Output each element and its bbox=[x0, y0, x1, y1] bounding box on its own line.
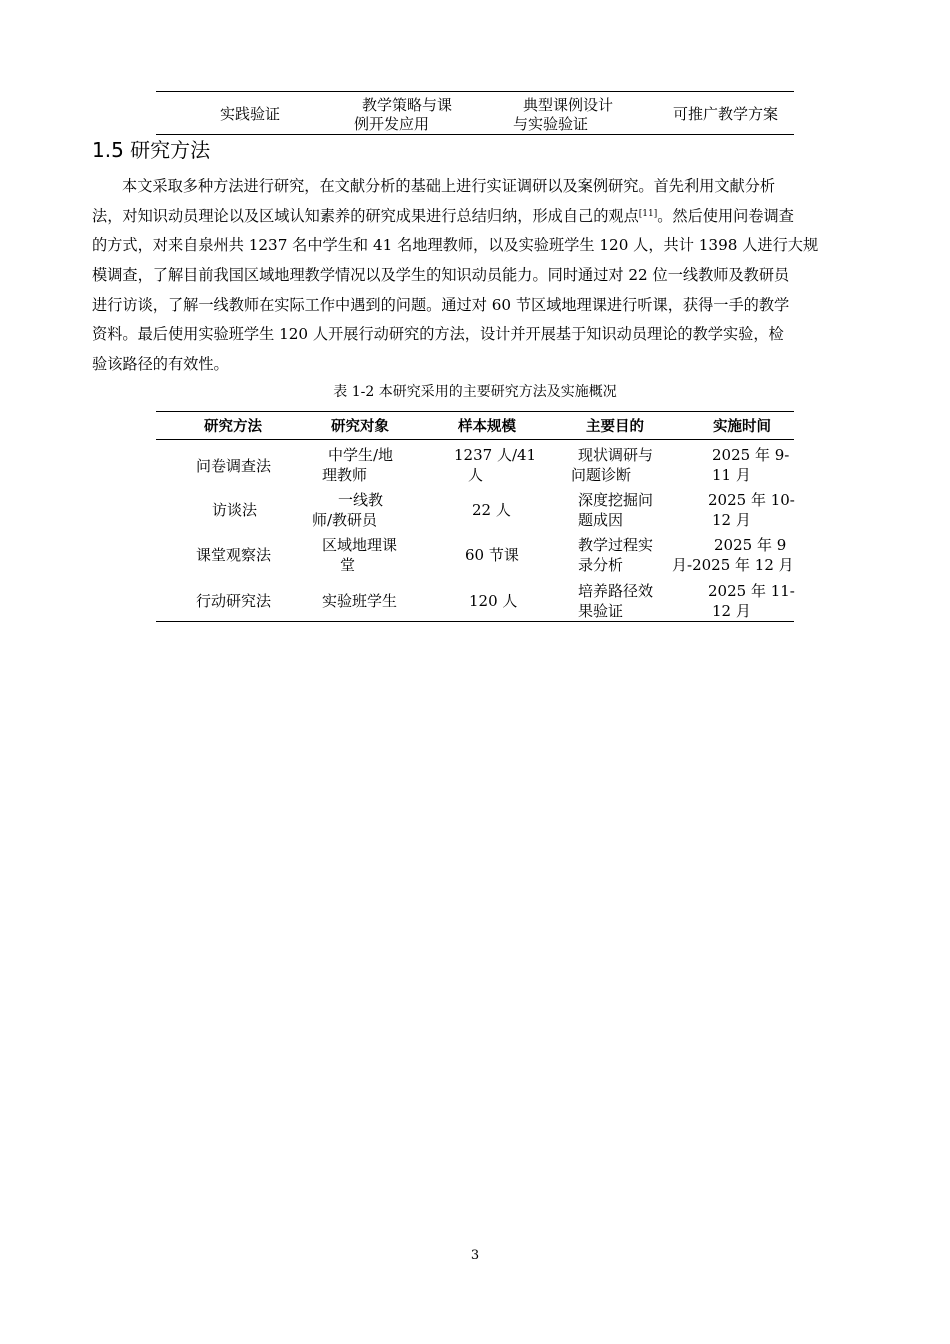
table-cell: 22 人 bbox=[472, 501, 511, 519]
cell-line: 教学策略与课 bbox=[362, 96, 453, 114]
table-cell: 问卷调查法 bbox=[196, 457, 272, 475]
table-cell: 12 月 bbox=[712, 602, 751, 620]
citation-reference: [11] bbox=[638, 208, 658, 219]
paragraph-line: 模调查，了解目前我国区域地理教学情况以及学生的知识动员能力。同时通过对 22 位一线教师及教研员 bbox=[92, 266, 790, 285]
cell-line: 与实验验证 bbox=[513, 115, 589, 133]
table-cell: 深度挖掘问 bbox=[578, 491, 654, 509]
table-cell: 人 bbox=[468, 466, 484, 484]
table-cell bbox=[354, 96, 452, 134]
table-cell bbox=[513, 96, 613, 134]
table-1-1-continuation bbox=[156, 91, 794, 135]
table-cell: 教学过程实 bbox=[578, 536, 654, 554]
paragraph-line: 的方式，对来自泉州共 1237 名中学生和 41 名地理教师，以及实验班学生 120 人，共计 1398 人进行大规 bbox=[92, 236, 819, 255]
paragraph-line: 本文采取多种方法进行研究，在文献分析的基础上进行实证调研以及案例研究。首先利用文献分析 bbox=[122, 177, 776, 195]
table-cell: 现状调研与 bbox=[578, 446, 654, 464]
table-cell: 课堂观察法 bbox=[196, 546, 272, 564]
table-cell: 行动研究法 bbox=[196, 592, 272, 610]
paragraph-text: 法，对知识动员理论以及区域认知素养的研究成果进行总结归纳，形成自己的观点 bbox=[92, 206, 639, 225]
paragraph-line: 进行访谈，了解一线教师在实际工作中遇到的问题。通过对 60 节区域地理课进行听课，获得一手的教学 bbox=[92, 295, 790, 314]
column-header: 研究方法 bbox=[204, 419, 262, 435]
table-cell: 堂 bbox=[340, 556, 356, 574]
table-cell: 果验证 bbox=[578, 602, 624, 620]
paragraph-text: 。然后使用问卷调查 bbox=[657, 206, 794, 225]
table-cell: 2025 年 9- bbox=[712, 446, 790, 464]
column-header: 样本规模 bbox=[458, 419, 516, 435]
column-header: 研究对象 bbox=[331, 419, 389, 435]
table-cell: 1237 人/41 bbox=[454, 446, 537, 464]
cell-line: 例开发应用 bbox=[354, 115, 430, 133]
table-cell: 2025 年 9 bbox=[714, 536, 787, 554]
header-rule bbox=[156, 439, 794, 440]
table-cell: 访谈法 bbox=[212, 501, 258, 519]
table-cell: 12 月 bbox=[712, 511, 751, 529]
table-cell: 2025 年 10- bbox=[708, 491, 795, 509]
table-cell: 11 月 bbox=[712, 466, 751, 484]
table-cell: 月-2025 年 12 月 bbox=[672, 556, 794, 574]
table-cell: 120 人 bbox=[469, 592, 518, 610]
paragraph-line: 资料。最后使用实验班学生 120 人开展行动研究的方法，设计并开展基于知识动员理论的教学实验，检 bbox=[92, 325, 784, 344]
table-caption: 表 1-2 本研究采用的主要研究方法及实施概况 bbox=[333, 384, 617, 400]
page-number: 3 bbox=[470, 1248, 480, 1263]
column-header: 实施时间 bbox=[713, 419, 771, 435]
table-cell: 实验班学生 bbox=[322, 592, 398, 610]
table-cell: 题成因 bbox=[578, 511, 624, 529]
table-cell: 问题诊断 bbox=[571, 466, 632, 484]
section-heading: 1.5 研究方法 bbox=[92, 138, 211, 162]
table-cell: 培养路径效 bbox=[578, 582, 654, 600]
table-cell: 理教师 bbox=[322, 466, 368, 484]
table-cell: 可推广教学方案 bbox=[673, 105, 779, 123]
table-cell: 师/教研员 bbox=[312, 511, 378, 529]
paragraph-line bbox=[92, 202, 862, 232]
table-cell: 录分析 bbox=[578, 556, 624, 574]
cell-line: 典型课例设计 bbox=[523, 96, 614, 114]
research-methods-table bbox=[156, 411, 794, 622]
table-cell: 2025 年 11- bbox=[708, 582, 795, 600]
table-cell: 中学生/地 bbox=[328, 446, 394, 464]
table-cell: 区域地理课 bbox=[322, 536, 398, 554]
table-cell: 一线教 bbox=[338, 491, 384, 509]
paragraph-line: 验该路径的有效性。 bbox=[92, 355, 229, 374]
table-cell: 实践验证 bbox=[220, 105, 281, 123]
table-cell: 60 节课 bbox=[465, 546, 519, 564]
body-paragraph bbox=[92, 172, 862, 380]
column-header: 主要目的 bbox=[586, 419, 644, 435]
